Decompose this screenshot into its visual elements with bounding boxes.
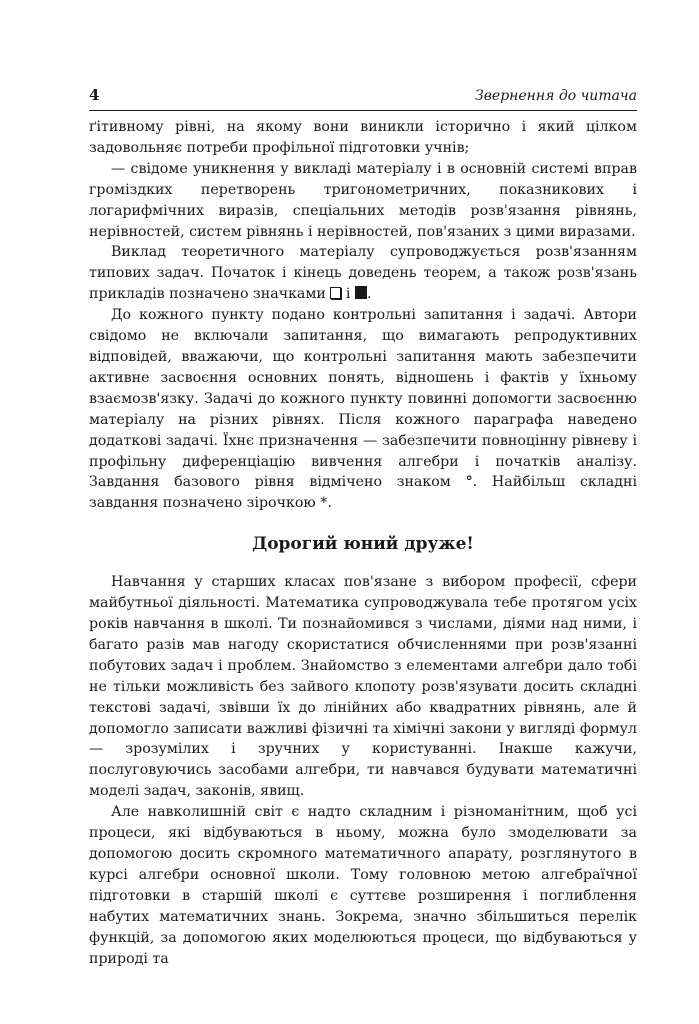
intro-paragraph-3-end: . <box>366 286 372 303</box>
intro-paragraph-1: ґітивному рівні, на якому вони виникли історично і який цілком задовольняє потреби профільної підготовки учнів; <box>89 119 637 156</box>
intro-paragraph-4-end: . Найбільш складні завдання позначено зірочкою *. <box>89 474 637 512</box>
page-body <box>89 117 637 969</box>
running-title: Звернення до читача <box>475 88 637 104</box>
section-paragraph-1: Навчання у старших класах пов'язане з вибором професії, сфери майбутньої діяльності. Математика супроводжувала тебе протягом усіх років навчання в школі. Ти познайомився з числами, діями над ними, і багато разів мав нагоду скористатися обчисленнями при розв'язанні побутових задач і проблем. Знайомство з елементами алгебри дало тобі не тільки можливість без зайвого клопоту розв'язувати досить складні текстові задачі, звівши їх до лінійних або квадратних рівнянь, але й допомогло записати важливі фізичні та хімічні закони у вигляді формул — зрозумілих і зручних у користуванні. Інакше кажучи, послуговуючись засобами алгебри, ти навчався будувати математичні моделі задач, законів, явищ. <box>89 574 637 800</box>
intro-paragraph-3 <box>89 242 637 305</box>
intro-paragraph-3-text: Виклад теоретичного матеріалу супроводжується розв'язанням типових задач. Початок і кінець доведень теорем, а також розв'язань прикладів позначено значками <box>89 244 637 303</box>
intro-paragraph-2: — свідоме уникнення у викладі матеріалу і в основній системі вправ громіздких перетворень тригонометричних, показникових і логарифмічних виразів, спеціальних методів розв'язання рівнянь, нерівностей, систем рівнянь і нерівностей, пов'язаних з цими виразами. <box>89 160 637 240</box>
page-number: 4 <box>89 86 100 104</box>
proof-end-icon <box>355 286 367 299</box>
proof-start-icon <box>330 287 341 299</box>
basic-level-mark: ° <box>465 474 473 491</box>
book-page <box>89 86 637 969</box>
page-header <box>89 86 637 111</box>
section-heading: Дорогий юний друже! <box>252 534 474 555</box>
intro-paragraph-4 <box>89 305 637 514</box>
section-paragraph-2: Але навколишній світ є надто складним і різноманітним, щоб усі процеси, які відбуваються в ньому, можна було змоделювати за допомогою досить скромного математичного апарату, розглянутого в курсі алгебри основної школи. Тому головною метою алгебраїчної підготовки в старшій школі є суттєве розширення і поглиблення набутих математичних знань. Зокрема, значно збільшиться перелік функцій, за допомогою яких моделюються процеси, що відбуваються у природі та <box>89 804 637 967</box>
intro-paragraph-3-conjunction: і <box>341 286 355 303</box>
intro-paragraph-4-text: До кожного пункту подано контрольні запитання і задачі. Автори свідомо не включали запитання, що вимагають репродуктивних відповідей, вважаючи, що контрольні запитання мають забезпечити активне засвоєння основних понять, відношень і фактів у їхньому взаємозв'язку. Задачі до кожного пункту повинні допомогти засвоєнню матеріалу на різних рівнях. Після кожного параграфа наведено додаткові задачі. Їхнє призначення — забезпечити повноцінну рівневу і профільну диференціацію вивчення алгебри і початків аналізу. Завдання базового рівня відмічено знаком <box>89 307 637 491</box>
